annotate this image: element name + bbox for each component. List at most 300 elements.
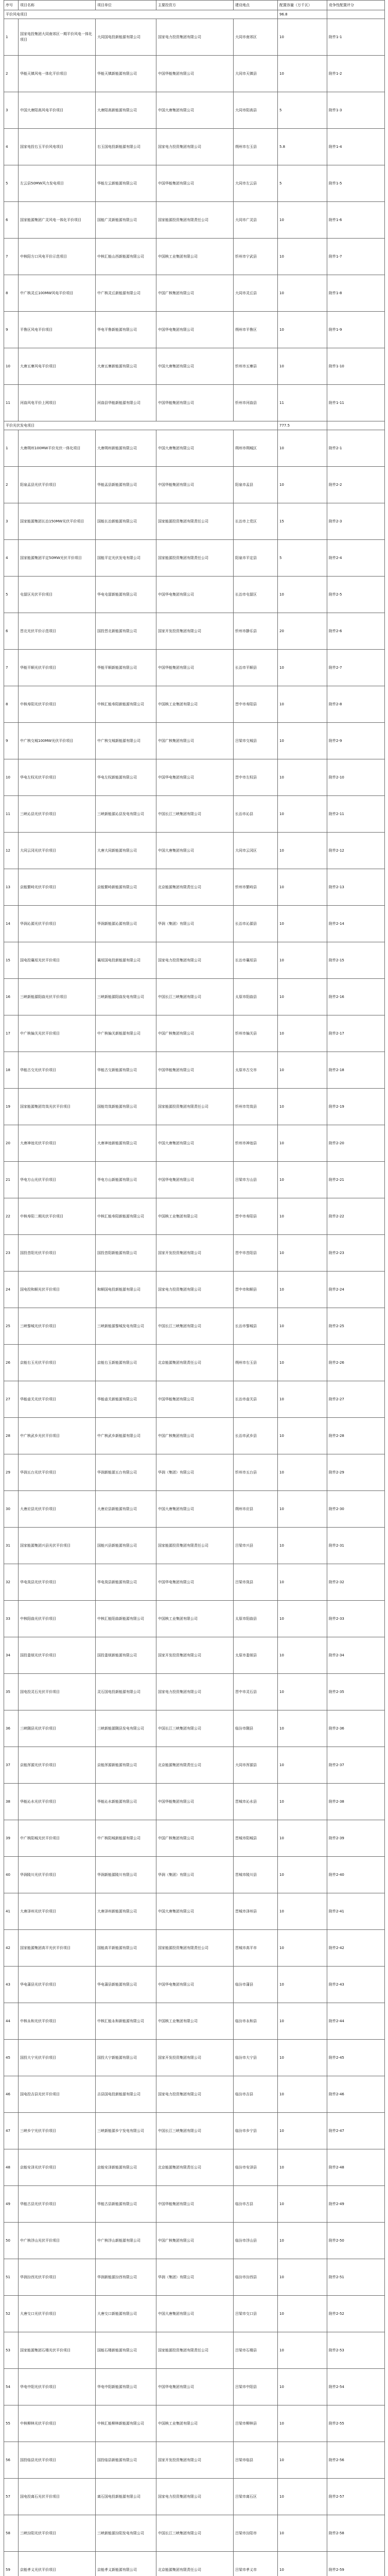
cell-location: 晋城市陵川县 — [234, 1857, 278, 1893]
cell-project-name: 京能安泽光伏平价项目 — [19, 2149, 96, 2186]
cell-seq: 42 — [4, 1930, 19, 1967]
cell-capacity: 10 — [278, 1930, 327, 1967]
cell-project-unit: 华电中阳新能源有限公司 — [96, 2369, 156, 2405]
cell-score: 附件2-22 — [327, 1198, 385, 1235]
table-row — [4, 1272, 385, 1308]
cell-main-investor: 中国华能集团有限公司 — [156, 467, 234, 503]
cell-seq: 20 — [4, 1125, 19, 1162]
cell-score: 附件2-37 — [327, 1747, 385, 1784]
table-row — [4, 2515, 385, 2552]
document — [4, 0, 384, 2576]
table-row — [4, 1198, 385, 1235]
cell-project-name: 大唐五寨风电平价项目 — [19, 348, 96, 385]
table-row — [4, 312, 385, 348]
cell-score: 附件2-19 — [327, 1089, 385, 1125]
cell-score: 附件2-43 — [327, 1967, 385, 2003]
cell-capacity: 10 — [278, 1015, 327, 1052]
cell-project-unit: 三峡新能源阳曲发电有限公司 — [96, 979, 156, 1015]
table-row — [4, 430, 385, 467]
cell-capacity: 10 — [278, 1491, 327, 1528]
cell-project-name: 国家能源集团兴县光伏平价项目 — [19, 1528, 96, 1564]
cell-capacity: 5 — [278, 165, 327, 202]
table-row — [4, 1893, 385, 1930]
cell-project-name: 国电投和顺光伏平价项目 — [19, 1272, 96, 1308]
cell-capacity: 10 — [278, 2479, 327, 2515]
cell-seq: 28 — [4, 1418, 19, 1454]
cell-seq: 32 — [4, 1564, 19, 1601]
table-row — [4, 1381, 385, 1418]
cell-main-investor: 中国大唐集团有限公司 — [156, 1893, 234, 1930]
cell-seq: 18 — [4, 1052, 19, 1089]
cell-seq: 9 — [4, 312, 19, 348]
cell-location: 忻州市五台县 — [234, 1454, 278, 1491]
cell-project-unit: 国能平定光伏发电有限公司 — [96, 540, 156, 577]
cell-project-unit: 华润新能源五台有限公司 — [96, 1454, 156, 1491]
cell-project-unit: 三峡新能源汾阳发电有限公司 — [96, 2515, 156, 2552]
cell-seq: 7 — [4, 239, 19, 275]
cell-capacity: 10 — [278, 1564, 327, 1601]
cell-main-investor: 中国核工业集团有限公司 — [156, 239, 234, 275]
cell-project-unit: 京能安泽新能源有限公司 — [96, 2149, 156, 2186]
cell-score: 附件2-34 — [327, 1637, 385, 1674]
cell-project-name: 国家能源集团广灵风电一体化平价项目 — [19, 202, 96, 239]
cell-project-name: 华能天镇风电一体化平价项目 — [19, 56, 96, 92]
cell-location: 吕梁市石楼县 — [234, 2332, 278, 2369]
section-blank-cell — [327, 421, 385, 430]
cell-seq: 23 — [4, 1235, 19, 1272]
section-header-row — [4, 10, 385, 19]
cell-seq: 7 — [4, 650, 19, 686]
cell-seq: 3 — [4, 503, 19, 540]
table-row — [4, 2369, 385, 2405]
cell-seq: 4 — [4, 540, 19, 577]
cell-project-name: 华润汾西光伏平价项目 — [19, 2259, 96, 2296]
cell-location: 晋中市和顺县 — [234, 1272, 278, 1308]
cell-score: 附件1-5 — [327, 165, 385, 202]
cell-main-investor: 中国广核集团有限公司 — [156, 1015, 234, 1052]
table-row — [4, 2149, 385, 2186]
cell-main-investor: 中国核工业集团有限公司 — [156, 1198, 234, 1235]
cell-location: 吕梁市柳林县 — [234, 2405, 278, 2442]
cell-seq: 5 — [4, 165, 19, 202]
cell-capacity: 10 — [278, 1747, 327, 1784]
cell-score: 附件2-57 — [327, 2479, 385, 2515]
cell-score: 附件1-6 — [327, 202, 385, 239]
table-row — [4, 275, 385, 312]
table-row — [4, 1418, 385, 1454]
cell-project-name: 晋北光伏平价示范项目 — [19, 613, 96, 650]
cell-score: 附件2-11 — [327, 796, 385, 833]
cell-seq: 16 — [4, 979, 19, 1015]
table-row — [4, 577, 385, 613]
cell-location: 忻州市五寨县 — [234, 348, 278, 385]
cell-capacity: 15 — [278, 503, 327, 540]
cell-score: 附件2-50 — [327, 2223, 385, 2259]
cell-seq: 8 — [4, 686, 19, 723]
section-header-row — [4, 421, 385, 430]
cell-seq: 27 — [4, 1381, 19, 1418]
cell-project-unit: 国能广灵新能源有限公司 — [96, 202, 156, 239]
cell-project-name: 阳泉盂县光伏平价项目 — [19, 467, 96, 503]
cell-score: 附件2-26 — [327, 1345, 385, 1381]
cell-seq: 41 — [4, 1893, 19, 1930]
cell-project-name: 三峡隰县光伏平价项目 — [19, 1710, 96, 1747]
cell-seq: 11 — [4, 796, 19, 833]
cell-location: 朔州市朔城区 — [234, 430, 278, 467]
cell-score: 附件2-28 — [327, 1418, 385, 1454]
cell-main-investor: 中国华能集团有限公司 — [156, 56, 234, 92]
cell-seq: 45 — [4, 2040, 19, 2076]
cell-location: 大同市浑源县 — [234, 1747, 278, 1784]
cell-capacity: 10 — [278, 1601, 327, 1637]
cell-project-unit: 中广核偏关新能源有限公司 — [96, 1015, 156, 1052]
table-row — [4, 2442, 385, 2479]
cell-seq: 21 — [4, 1162, 19, 1198]
cell-main-investor: 国家开发投资集团有限公司 — [156, 2442, 234, 2479]
cell-location: 朔州市右玉县 — [234, 129, 278, 165]
cell-score: 附件1-8 — [327, 275, 385, 312]
cell-capacity: 10 — [278, 1052, 327, 1089]
cell-project-name: 国家能源集团岢岚光伏平价项目 — [19, 1089, 96, 1125]
cell-project-unit: 国能长治新能源有限公司 — [96, 503, 156, 540]
cell-capacity: 10 — [278, 1820, 327, 1857]
cell-main-investor: 中国华电集团有限公司 — [156, 577, 234, 613]
cell-project-name: 国家能源集团石楼光伏平价项目 — [19, 2332, 96, 2369]
cell-project-name: 华能平顺光伏平价项目 — [19, 650, 96, 686]
cell-main-investor: 中国华能集团有限公司 — [156, 165, 234, 202]
section-title: 平价光伏发电项目 — [4, 421, 278, 430]
cell-score: 附件1-4 — [327, 129, 385, 165]
cell-location: 长治市屯留区 — [234, 577, 278, 613]
cell-seq: 48 — [4, 2149, 19, 2186]
cell-project-unit: 国投娄烦新能源有限公司 — [96, 1637, 156, 1674]
cell-capacity: 10 — [278, 1967, 327, 2003]
cell-project-unit: 华电方山新能源有限公司 — [96, 1162, 156, 1198]
cell-seq: 52 — [4, 2296, 19, 2332]
cell-project-name: 中核寿阳光伏平价项目 — [19, 686, 96, 723]
cell-seq: 46 — [4, 2076, 19, 2113]
table-row — [4, 2186, 385, 2223]
cell-project-unit: 中广核浮山新能源有限公司 — [96, 2223, 156, 2259]
cell-location: 大同市灵丘县 — [234, 275, 278, 312]
cell-score: 附件2-33 — [327, 1601, 385, 1637]
cell-project-unit: 大唐应县新能源有限公司 — [96, 1491, 156, 1528]
table-row — [4, 686, 385, 723]
table-row — [4, 1601, 385, 1637]
cell-capacity: 10 — [278, 202, 327, 239]
cell-project-unit: 华电蒲县新能源有限公司 — [96, 1967, 156, 2003]
cell-project-name: 屯留区光伏平价项目 — [19, 577, 96, 613]
table-row — [4, 1052, 385, 1089]
cell-score: 附件2-3 — [327, 503, 385, 540]
table-row — [4, 1345, 385, 1381]
cell-seq: 5 — [4, 577, 19, 613]
cell-location: 长治市黎城县 — [234, 1308, 278, 1345]
table-row — [4, 1015, 385, 1052]
cell-location: 太原市娄烦县 — [234, 1637, 278, 1674]
cell-main-investor: 中国大唐集团有限公司 — [156, 833, 234, 869]
table-row — [4, 1564, 385, 1601]
header-project-name: 项目名称 — [19, 1, 96, 10]
cell-project-name: 华能古县光伏平价项目 — [19, 2186, 96, 2223]
cell-seq: 37 — [4, 1747, 19, 1784]
header-location: 建设地点 — [234, 1, 278, 10]
cell-capacity: 10 — [278, 1784, 327, 1820]
cell-capacity: 10 — [278, 1637, 327, 1674]
cell-location: 吕梁市汾阳市 — [234, 2515, 278, 2552]
cell-seq: 4 — [4, 129, 19, 165]
table-row — [4, 906, 385, 942]
cell-location: 临汾市隰县 — [234, 1710, 278, 1747]
cell-project-name: 华能壶关光伏平价项目 — [19, 1381, 96, 1418]
cell-score: 附件2-53 — [327, 2332, 385, 2369]
cell-location: 晋中市昔阳县 — [234, 1235, 278, 1272]
cell-project-unit: 大唐神池新能源有限公司 — [96, 1125, 156, 1162]
cell-capacity: 10 — [278, 1235, 327, 1272]
cell-score: 附件2-12 — [327, 833, 385, 869]
cell-location: 吕梁市兴县 — [234, 1528, 278, 1564]
cell-project-unit: 中核汇能寿阳新能源有限公司 — [96, 1198, 156, 1235]
cell-main-investor: 中国华能集团有限公司 — [156, 650, 234, 686]
cell-project-unit: 中核汇能寿阳新能源有限公司 — [96, 686, 156, 723]
cell-location: 长治市平顺县 — [234, 650, 278, 686]
cell-location: 吕梁市岚县 — [234, 1564, 278, 1601]
cell-seq: 59 — [4, 2552, 19, 2576]
cell-project-name: 京能右玉光伏平价项目 — [19, 1345, 96, 1381]
cell-location: 吕梁市交口县 — [234, 2296, 278, 2332]
cell-score: 附件2-30 — [327, 1491, 385, 1528]
section-total: 777.5 — [278, 421, 327, 430]
cell-project-unit: 国投临县新能源有限公司 — [96, 2442, 156, 2479]
cell-project-unit: 大唐阳高新能源有限公司 — [96, 92, 156, 129]
cell-project-name: 京能繁峙光伏平价项目 — [19, 869, 96, 906]
cell-seq: 36 — [4, 1710, 19, 1747]
cell-capacity: 10 — [278, 796, 327, 833]
cell-score: 附件2-52 — [327, 2296, 385, 2332]
cell-project-name: 左云县50MW风力发电项目 — [19, 165, 96, 202]
cell-score: 附件2-17 — [327, 1015, 385, 1052]
cell-main-investor: 中国大唐集团有限公司 — [156, 2296, 234, 2332]
cell-score: 附件2-48 — [327, 2149, 385, 2186]
cell-location: 晋城市沁水县 — [234, 1784, 278, 1820]
cell-main-investor: 中国华能集团有限公司 — [156, 2186, 234, 2223]
cell-score: 附件2-9 — [327, 723, 385, 759]
cell-project-name: 中核寿阳二期光伏平价项目 — [19, 1198, 96, 1235]
header-project-unit: 项目单位 — [96, 1, 156, 10]
cell-score: 附件2-40 — [327, 1857, 385, 1893]
table-row — [4, 2003, 385, 2040]
cell-location: 长治市壶关县 — [234, 1381, 278, 1418]
section-total: 96.8 — [278, 10, 327, 19]
cell-project-name: 中核阳方口风电平价示范项目 — [19, 239, 96, 275]
cell-main-investor: 中国大唐集团有限公司 — [156, 92, 234, 129]
cell-seq: 30 — [4, 1491, 19, 1528]
cell-capacity: 10 — [278, 1418, 327, 1454]
cell-project-name: 国投昔阳光伏平价项目 — [19, 1235, 96, 1272]
table-row — [4, 2552, 385, 2576]
cell-seq: 17 — [4, 1015, 19, 1052]
cell-capacity: 11 — [278, 385, 327, 421]
cell-seq: 43 — [4, 1967, 19, 2003]
cell-capacity: 5.8 — [278, 129, 327, 165]
cell-main-investor: 华润（集团）有限公司 — [156, 906, 234, 942]
cell-main-investor: 中国华电集团有限公司 — [156, 1162, 234, 1198]
cell-score: 附件2-5 — [327, 577, 385, 613]
cell-project-name: 国家电投右玉平价风电项目 — [19, 129, 96, 165]
cell-location: 大同市广灵县 — [234, 202, 278, 239]
table-row — [4, 1235, 385, 1272]
table-row — [4, 467, 385, 503]
cell-capacity: 10 — [278, 1710, 327, 1747]
cell-project-unit: 大唐五寨新能源有限公司 — [96, 348, 156, 385]
cell-project-name: 京能孝义光伏平价项目 — [19, 2552, 96, 2576]
table-row — [4, 2113, 385, 2149]
cell-capacity: 10 — [278, 1345, 327, 1381]
cell-project-unit: 京能右玉新能源有限公司 — [96, 1345, 156, 1381]
cell-project-name: 大唐神池光伏平价项目 — [19, 1125, 96, 1162]
cell-main-investor: 中国长江三峡集团有限公司 — [156, 2113, 234, 2149]
cell-project-name: 三峡乡宁光伏平价项目 — [19, 2113, 96, 2149]
cell-seq: 1 — [4, 430, 19, 467]
table-body — [4, 10, 385, 2576]
cell-project-name: 三峡新能源阳曲光伏平价项目 — [19, 979, 96, 1015]
cell-project-name: 国家能源集团长治150MW光伏平价项目 — [19, 503, 96, 540]
cell-project-name: 中广核交城100MW光伏平价项目 — [19, 723, 96, 759]
cell-seq: 1 — [4, 19, 19, 56]
table-row — [4, 503, 385, 540]
cell-capacity: 10 — [278, 833, 327, 869]
table-row — [4, 2223, 385, 2259]
table-row — [4, 239, 385, 275]
cell-capacity: 10 — [278, 869, 327, 906]
cell-score: 附件2-55 — [327, 2405, 385, 2442]
cell-project-unit: 灵石国电投新能源有限公司 — [96, 1674, 156, 1710]
cell-main-investor: 中国大唐集团有限公司 — [156, 348, 234, 385]
cell-main-investor: 北京能源集团有限责任公司 — [156, 1345, 234, 1381]
cell-score: 附件2-49 — [327, 2186, 385, 2223]
cell-main-investor: 中国华能集团有限公司 — [156, 1381, 234, 1418]
cell-score: 附件2-20 — [327, 1125, 385, 1162]
cell-project-unit: 中广核武乡新能源有限公司 — [96, 1418, 156, 1454]
cell-main-investor: 国家电力投资集团有限公司 — [156, 1674, 234, 1710]
cell-capacity: 10 — [278, 1198, 327, 1235]
cell-score: 附件1-10 — [327, 348, 385, 385]
cell-seq: 2 — [4, 56, 19, 92]
cell-main-investor: 中国核工业集团有限公司 — [156, 1601, 234, 1637]
table-row — [4, 1857, 385, 1893]
table-row — [4, 613, 385, 650]
cell-project-unit: 华能天镇新能源有限公司 — [96, 56, 156, 92]
cell-score: 附件2-36 — [327, 1710, 385, 1747]
table-row — [4, 2259, 385, 2296]
cell-capacity: 10 — [278, 686, 327, 723]
table-row — [4, 833, 385, 869]
cell-project-unit: 国能石楼新能源有限公司 — [96, 2332, 156, 2369]
cell-location: 晋中市寿阳县 — [234, 686, 278, 723]
table-row — [4, 92, 385, 129]
cell-main-investor: 中国大唐集团有限公司 — [156, 430, 234, 467]
cell-main-investor: 中国华能集团有限公司 — [156, 385, 234, 421]
cell-project-name: 国投临县光伏平价项目 — [19, 2442, 96, 2479]
table-row — [4, 942, 385, 979]
cell-score: 附件1-9 — [327, 312, 385, 348]
cell-project-name: 国家能源集团平定50MW光伏平价项目 — [19, 540, 96, 577]
cell-score: 附件2-32 — [327, 1564, 385, 1601]
cell-main-investor: 国家开发投资集团有限公司 — [156, 613, 234, 650]
cell-capacity: 10 — [278, 1674, 327, 1710]
cell-capacity: 10 — [278, 2149, 327, 2186]
table-row — [4, 650, 385, 686]
cell-project-unit: 大唐大同新能源有限公司 — [96, 833, 156, 869]
cell-project-unit: 三峡新能源乡宁发电有限公司 — [96, 2113, 156, 2149]
cell-location: 朔州市右玉县 — [234, 1345, 278, 1381]
cell-score: 附件2-4 — [327, 540, 385, 577]
header-row — [4, 1, 385, 10]
cell-project-unit: 国投大宁新能源有限公司 — [96, 2040, 156, 2076]
cell-main-investor: 中国广核集团有限公司 — [156, 1820, 234, 1857]
header-main-investor: 主要投资方 — [156, 1, 234, 10]
cell-capacity: 10 — [278, 2259, 327, 2296]
cell-project-name: 中广核浮山光伏平价项目 — [19, 2223, 96, 2259]
section-blank-cell — [327, 10, 385, 19]
cell-capacity: 10 — [278, 2515, 327, 2552]
header-capacity: 配置容量（万千瓦） — [278, 1, 327, 10]
cell-score: 附件2-42 — [327, 1930, 385, 1967]
cell-main-investor: 中国大唐集团有限公司 — [156, 1125, 234, 1162]
cell-location: 大同市左云县 — [234, 165, 278, 202]
cell-capacity: 10 — [278, 467, 327, 503]
cell-project-unit: 中核汇能柳林新能源有限公司 — [96, 2405, 156, 2442]
cell-project-unit: 中广核交城新能源有限公司 — [96, 723, 156, 759]
cell-project-name: 国投娄烦光伏平价项目 — [19, 1637, 96, 1674]
cell-location: 晋城市高平市 — [234, 1930, 278, 1967]
cell-score: 附件2-24 — [327, 1272, 385, 1308]
cell-capacity: 10 — [278, 1089, 327, 1125]
cell-project-name: 华润五台光伏平价项目 — [19, 1454, 96, 1491]
cell-main-investor: 国家电力投资集团有限公司 — [156, 942, 234, 979]
project-table — [4, 0, 385, 2576]
cell-seq: 47 — [4, 2113, 19, 2149]
table-row — [4, 385, 385, 421]
cell-main-investor: 国家能源投资集团有限责任公司 — [156, 2332, 234, 2369]
cell-score: 附件2-16 — [327, 979, 385, 1015]
cell-location: 朔州市应县 — [234, 1491, 278, 1528]
cell-project-name: 华能沁水光伏平价项目 — [19, 1784, 96, 1820]
cell-location: 临汾市吉县 — [234, 2076, 278, 2113]
cell-capacity: 10 — [278, 723, 327, 759]
cell-score: 附件2-39 — [327, 1820, 385, 1857]
cell-main-investor: 国家能源投资集团有限责任公司 — [156, 1930, 234, 1967]
cell-project-name: 国电投离石光伏平价项目 — [19, 2479, 96, 2515]
cell-project-unit: 华能左云新能源有限公司 — [96, 165, 156, 202]
cell-location: 阳泉市盂县 — [234, 467, 278, 503]
cell-score: 附件2-44 — [327, 2003, 385, 2040]
cell-capacity: 10 — [278, 239, 327, 275]
cell-seq: 33 — [4, 1601, 19, 1637]
table-row — [4, 2332, 385, 2369]
cell-project-unit: 三峡新能源黎城发电有限公司 — [96, 1308, 156, 1345]
cell-seq: 39 — [4, 1820, 19, 1857]
cell-location: 长治市沁县 — [234, 796, 278, 833]
cell-seq: 57 — [4, 2479, 19, 2515]
cell-location: 阳泉市平定县 — [234, 540, 278, 577]
table-row — [4, 165, 385, 202]
cell-main-investor: 中国长江三峡集团有限公司 — [156, 2515, 234, 2552]
cell-project-unit: 中核汇能永和新能源有限公司 — [96, 2003, 156, 2040]
cell-seq: 12 — [4, 833, 19, 869]
header-score: 竞争性配置评分 — [327, 1, 385, 10]
cell-score: 附件2-8 — [327, 686, 385, 723]
